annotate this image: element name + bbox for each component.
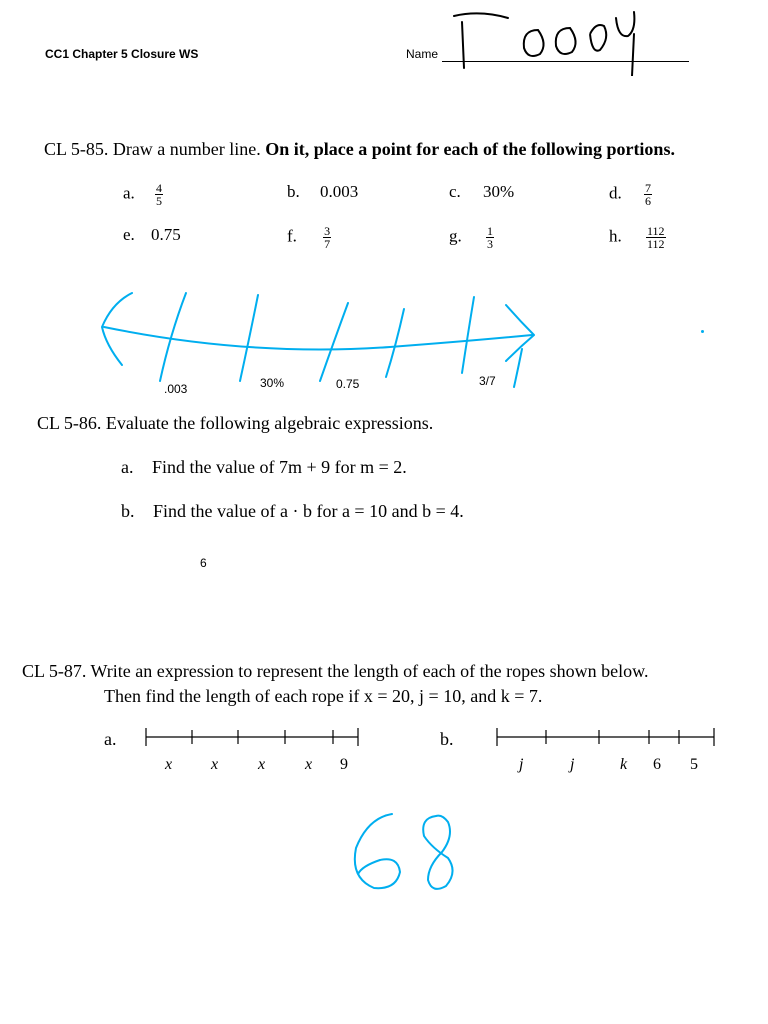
stray-mark — [701, 330, 704, 333]
problem-86-prompt — [37, 413, 433, 434]
student-label-30-percent: 30% — [260, 376, 285, 390]
fraction: $\frac{1}{3}$ — [487, 224, 493, 251]
problem-87-line1: CL 5-87. Write an expression to represent the length of each of the ropes shown below. — [22, 661, 649, 681]
student-answer-86: 6 — [200, 556, 207, 570]
item-e: e. 0.75 — [123, 225, 181, 244]
fraction: $\frac{3}{7}$ — [324, 224, 331, 251]
student-label-3-7: 3/7 — [479, 374, 496, 388]
handwritten-number-line — [90, 285, 540, 395]
rope-a-label-2: x — [211, 756, 219, 773]
signature-handwriting — [440, 4, 650, 76]
problem-85-number: CL 5-85. — [44, 139, 109, 159]
problem-86-number: CL 5-86. — [37, 413, 102, 433]
fraction: $\frac{7}{6}$ — [645, 181, 651, 208]
problem-86-text: Evaluate the following algebraic expressions. — [105, 413, 434, 433]
rope-a-label-3: x — [258, 756, 266, 773]
rope-b-letter: b. — [440, 729, 454, 749]
rope-a-label-5: 9 — [340, 756, 348, 773]
item-d: d. $\frac{7}{6}$ — [609, 181, 651, 208]
name-label: Name — [406, 47, 439, 61]
problem-87-line2: Then find the length of each rope if x = 20, j = 10, and k = 7. — [104, 686, 543, 706]
rope-b-label-4: 6 — [653, 756, 661, 773]
fraction: $\frac{112}{112}$ — [647, 224, 665, 251]
problem-86-a: a. Find the value of 7m + 9 for m = 2. — [121, 457, 407, 477]
rope-b-label-1: j — [519, 756, 524, 773]
fraction: $\frac{4}{5}$ — [156, 181, 163, 208]
rope-a-segments — [145, 726, 360, 748]
student-label-075: 0.75 — [336, 377, 360, 391]
problem-85-text: Draw a number line. — [112, 139, 261, 159]
problem-85-bold-text: On it, place a point for each of the following portions. — [265, 139, 675, 159]
handwritten-answer-68 — [340, 808, 470, 898]
item-c: c. 30% — [449, 182, 515, 201]
rope-a-label-4: x — [305, 756, 313, 773]
rope-a-label-1: x — [165, 756, 173, 773]
problem-87-number: CL 5-87. — [22, 661, 87, 681]
problem-86-b: b. Find the value of a · b for a = 10 and b = 4. — [121, 501, 464, 521]
item-f: f. $\frac{3}{7}$ — [287, 224, 331, 251]
item-a: a. $\frac{4}{5}$ — [123, 181, 163, 208]
worksheet-title: CC1 Chapter 5 Closure WS — [45, 47, 199, 61]
student-label-003: .003 — [164, 382, 188, 396]
rope-a-letter: a. — [104, 729, 117, 749]
problem-85-prompt — [44, 139, 675, 160]
item-g: g. $\frac{1}{3}$ — [449, 224, 493, 251]
item-h: h. $\frac{112}{112}$ — [609, 224, 665, 251]
rope-b-label-3: k — [620, 756, 628, 773]
item-b: b. 0.003 — [287, 182, 359, 201]
rope-b-label-5: 5 — [690, 756, 698, 773]
rope-b-segments — [496, 726, 716, 748]
rope-b-label-2: j — [570, 756, 575, 773]
